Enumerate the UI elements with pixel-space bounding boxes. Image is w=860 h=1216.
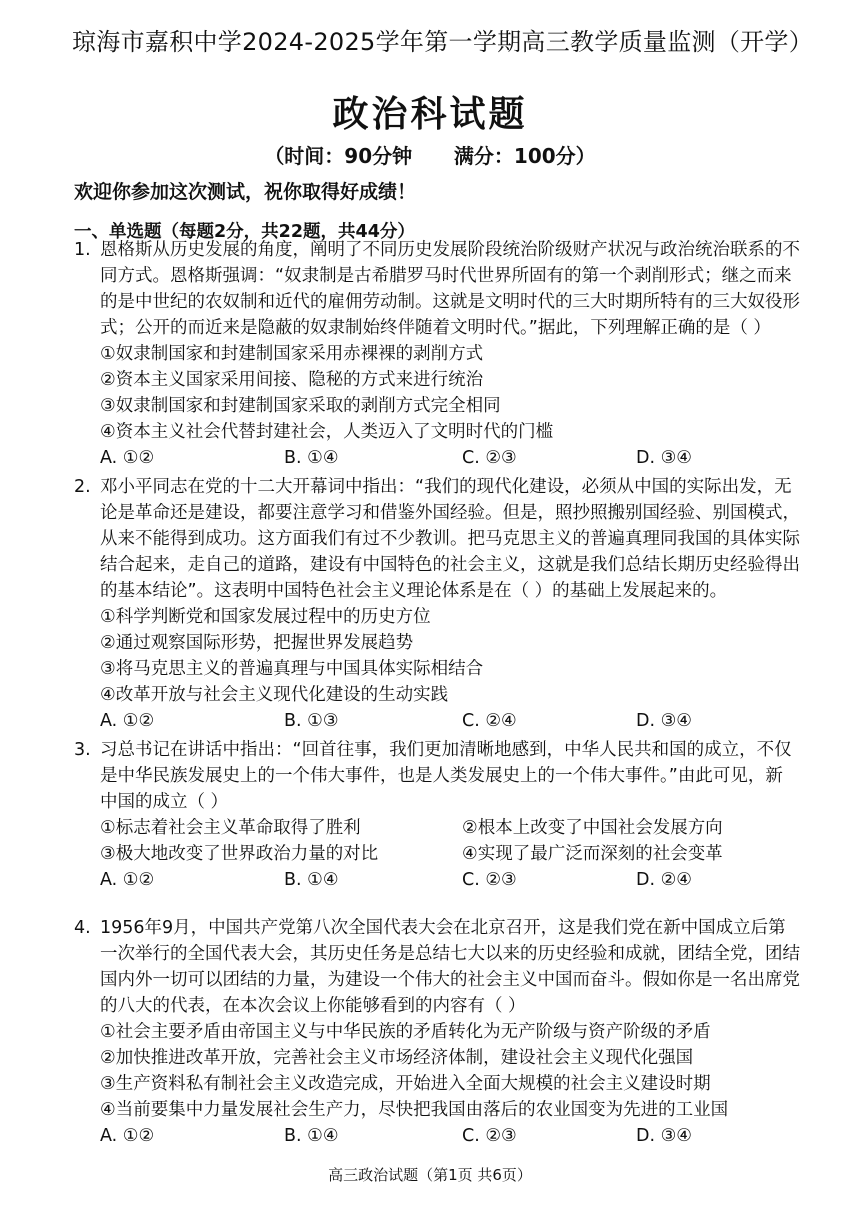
option-c: C. ②③ bbox=[462, 448, 517, 468]
answer-options bbox=[74, 1123, 814, 1149]
statement: ③奴隶制国家和封建制国家采取的剥削方式完全相同 bbox=[100, 396, 501, 416]
statement: ①社会主要矛盾由帝国主义与中华民族的矛盾转化为无产阶级与资产阶级的矛盾 bbox=[100, 1022, 711, 1042]
question-stem-line: 的是中世纪的农奴制和近代的雇佣劳动制。这就是文明时代的三大时期所特有的三大奴役形 bbox=[100, 292, 800, 312]
option-d: D. ②④ bbox=[636, 870, 692, 890]
question-stem-line: 的八大的代表，在本次会议上你能够看到的内容有（ ） bbox=[100, 996, 526, 1016]
statement: ①标志着社会主义革命取得了胜利 bbox=[100, 818, 361, 838]
option-d: D. ③④ bbox=[636, 711, 692, 731]
question-2 bbox=[74, 474, 814, 734]
question-number: 1. bbox=[74, 240, 91, 260]
statement: ④资本主义社会代替封建社会，人类迈入了文明时代的门槛 bbox=[100, 422, 554, 442]
option-a: A. ①② bbox=[100, 870, 155, 890]
page-title: 政治科试题 bbox=[332, 93, 528, 135]
question-stem-line: 恩格斯从历史发展的角度，阐明了不同历史发展阶段统治阶级财产状况与政治统治联系的不 bbox=[100, 240, 800, 260]
answer-options bbox=[74, 708, 814, 734]
statement: ②通过观察国际形势，把握世界发展趋势 bbox=[100, 633, 414, 653]
statement: ③生产资料私有制社会主义改造完成，开始进入全面大规模的社会主义建设时期 bbox=[100, 1074, 711, 1094]
statement: ②资本主义国家采用间接、隐秘的方式来进行统治 bbox=[100, 370, 484, 390]
exam-time-and-score: （时间：90分钟 满分：100分） bbox=[264, 144, 596, 168]
statement-row bbox=[74, 841, 814, 867]
option-d: D. ③④ bbox=[636, 1126, 692, 1146]
answer-options bbox=[74, 867, 814, 893]
option-c: C. ②③ bbox=[462, 870, 517, 890]
statement-row bbox=[74, 815, 814, 841]
statement: ①科学判断党和国家发展过程中的历史方位 bbox=[100, 607, 431, 627]
question-stem-line: 结合起来，走自己的道路，建设有中国特色的社会主义，这就是我们总结长期历史经验得出 bbox=[100, 555, 800, 575]
option-b: B. ①④ bbox=[284, 448, 339, 468]
question-stem-line: 邓小平同志在党的十二大开幕词中指出：“我们的现代化建设，必须从中国的实际出发，无 bbox=[100, 477, 792, 497]
question-stem-line: 国内外一切可以团结的力量，为建设一个伟大的社会主义中国而奋斗。假如你是一名出席党 bbox=[100, 970, 800, 990]
section-heading: 一、单选题（每题2分，共22题，共44分） bbox=[74, 222, 415, 242]
question-stem-line: 是中华民族发展史上的一个伟大事件，也是人类发展史上的一个伟大事件。”由此可见，新 bbox=[100, 766, 783, 786]
question-stem-line: 同方式。恩格斯强调：“奴隶制是古希腊罗马时代世界所固有的第一个剥削形式；继之而来 bbox=[100, 266, 792, 286]
question-stem-line: 的基本结论”。这表明中国特色社会主义理论体系是在（ ）的基础上发展起来的。 bbox=[100, 581, 728, 601]
question-3 bbox=[74, 737, 814, 893]
statement: ①奴隶制国家和封建制国家采用赤裸裸的剥削方式 bbox=[100, 344, 484, 364]
question-stem-line: 中国的成立（ ） bbox=[100, 792, 229, 812]
option-b: B. ①④ bbox=[284, 870, 339, 890]
statement: ④改革开放与社会主义现代化建设的生动实践 bbox=[100, 685, 449, 705]
question-number: 3. bbox=[74, 740, 91, 760]
statement: ②根本上改变了中国社会发展方向 bbox=[462, 818, 723, 838]
school-exam-header: 琼海市嘉积中学2024-2025学年第一学期高三教学质量监测（开学） bbox=[72, 28, 814, 56]
option-a: A. ①② bbox=[100, 448, 155, 468]
option-b: B. ①③ bbox=[284, 711, 339, 731]
question-1 bbox=[74, 237, 814, 471]
option-a: A. ①② bbox=[100, 711, 155, 731]
statement: ④实现了最广泛而深刻的社会变革 bbox=[462, 844, 723, 864]
statement: ②加快推进改革开放，完善社会主义市场经济体制，建设社会主义现代化强国 bbox=[100, 1048, 694, 1068]
option-a: A. ①② bbox=[100, 1126, 155, 1146]
page-footer: 高三政治试题（第1页 共6页） bbox=[328, 1166, 532, 1184]
question-4 bbox=[74, 915, 814, 1149]
question-number: 2. bbox=[74, 477, 91, 497]
question-number: 4. bbox=[74, 918, 91, 938]
answer-options bbox=[74, 445, 814, 471]
question-stem-line: 论是革命还是建设，都要注意学习和借鉴外国经验。但是，照抄照搬别国经验、别国模式， bbox=[100, 503, 800, 523]
option-b: B. ①④ bbox=[284, 1126, 339, 1146]
welcome-message: 欢迎你参加这次测试，祝你取得好成绩！ bbox=[74, 181, 417, 203]
statement: ④当前要集中力量发展社会生产力，尽快把我国由落后的农业国变为先进的工业国 bbox=[100, 1100, 729, 1120]
option-d: D. ③④ bbox=[636, 448, 692, 468]
question-stem-line: 1956年9月，中国共产党第八次全国代表大会在北京召开，这是我们党在新中国成立后第 bbox=[100, 918, 786, 938]
question-stem-line: 式；公开的而近来是隐蔽的奴隶制始终伴随着文明时代。”据此，下列理解正确的是（ ） bbox=[100, 318, 771, 338]
question-stem-line: 一次举行的全国代表大会，其历史任务是总结七大以来的历史经验和成就，团结全党，团结 bbox=[100, 944, 800, 964]
question-stem-line: 习总书记在讲话中指出：“回首往事，我们更加清晰地感到，中华人民共和国的成立，不仅 bbox=[100, 740, 792, 760]
question-stem-line: 从来不能得到成功。这方面我们有过不少教训。把马克思主义的普遍真理同我国的具体实际 bbox=[100, 529, 800, 549]
option-c: C. ②④ bbox=[462, 711, 517, 731]
statement: ③将马克思主义的普遍真理与中国具体实际相结合 bbox=[100, 659, 484, 679]
option-c: C. ②③ bbox=[462, 1126, 517, 1146]
statement: ③极大地改变了世界政治力量的对比 bbox=[100, 844, 379, 864]
